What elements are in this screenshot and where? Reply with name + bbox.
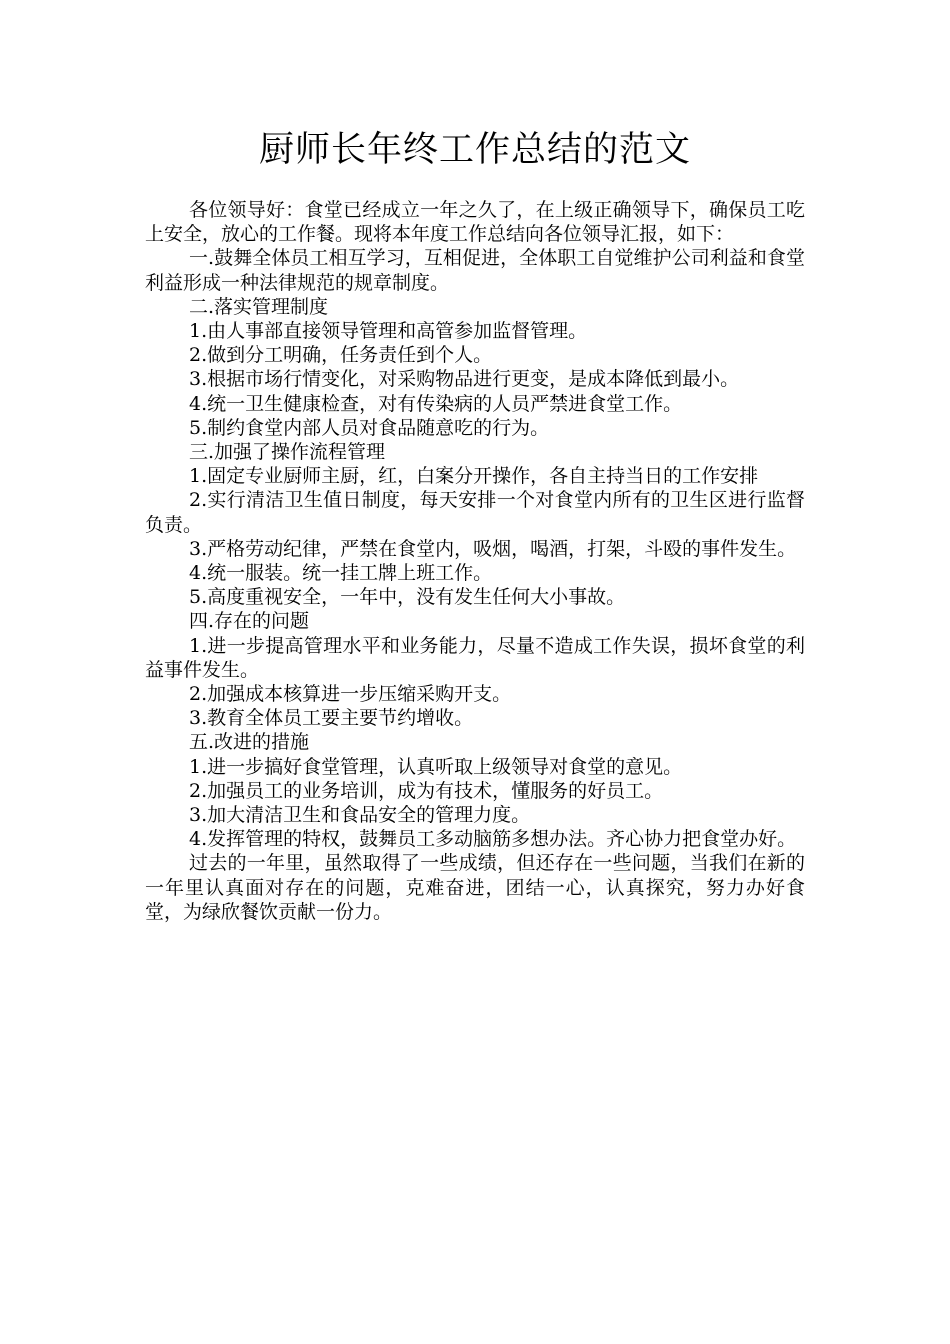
paragraph: 各位领导好：食堂已经成立一年之久了，在上级正确领导下，确保员工吃上安全，放心的工作餐。现将本年度工作总结向各位领导汇报，如下： xyxy=(145,199,805,246)
list-item: 1.由人事部直接领导管理和高管参加监督管理。 xyxy=(189,320,588,343)
closing-paragraph: 过去的一年里，虽然取得了一些成绩，但还存在一些问题，当我们在新的一年里认真面对存在的问题，克难奋进，团结一心，认真探究，努力办好食堂，为绿欣餐饮贡献一份力。 xyxy=(145,852,805,923)
list-item: 3.教育全体员工要主要节约增收。 xyxy=(189,707,474,730)
list-item: 5.制约食堂内部人员对食品随意吃的行为。 xyxy=(189,416,550,439)
list-item: 2.加强成本核算进一步压缩采购开支。 xyxy=(189,683,512,706)
list-item: 3.根据市场行情变化，对采购物品进行更变，是成本降低到最小。 xyxy=(189,368,740,391)
list-item: 4.发挥管理的特权，鼓舞员工多动脑筋多想办法。齐心协力把食堂办好。 xyxy=(189,828,797,851)
list-item: 4.统一服装。统一挂工牌上班工作。 xyxy=(189,562,493,585)
list-item: 3.加大清洁卫生和食品安全的管理力度。 xyxy=(189,804,531,827)
list-item: 2.做到分工明确，任务责任到个人。 xyxy=(189,344,493,367)
list-item: 3.严格劳动纪律，严禁在食堂内，吸烟，喝酒，打架，斗殴的事件发生。 xyxy=(189,537,797,560)
list-item: 5.高度重视安全，一年中，没有发生任何大小事故。 xyxy=(189,586,626,609)
list-item: 4.统一卫生健康检查，对有传染病的人员严禁进食堂工作。 xyxy=(189,392,683,415)
section-heading: 二.落实管理制度 xyxy=(189,295,329,318)
document-body xyxy=(145,198,805,924)
paragraph: 一.鼓舞全体员工相互学习，互相促进，全体职工自觉维护公司利益和食堂利益形成一种法律规范的规章制度。 xyxy=(145,247,805,294)
section-heading: 三.加强了操作流程管理 xyxy=(189,441,386,464)
list-item: 1.进一步搞好食堂管理，认真听取上级领导对食堂的意见。 xyxy=(189,755,683,778)
list-item: 2.实行清洁卫生值日制度，每天安排一个对食堂内所有的卫生区进行监督负责。 xyxy=(145,489,805,536)
document-title: 厨师长年终工作总结的范文 xyxy=(258,130,691,170)
list-item: 1.固定专业厨师主厨，红，白案分开操作，各自主持当日的工作安排 xyxy=(189,465,759,488)
section-heading: 四.存在的问题 xyxy=(189,610,310,633)
list-item: 2.加强员工的业务培训，成为有技术，懂服务的好员工。 xyxy=(189,779,664,802)
list-item: 1.进一步提高管理水平和业务能力，尽量不造成工作失误，损坏食堂的利益事件发生。 xyxy=(145,634,805,681)
section-heading: 五.改进的措施 xyxy=(189,731,310,754)
